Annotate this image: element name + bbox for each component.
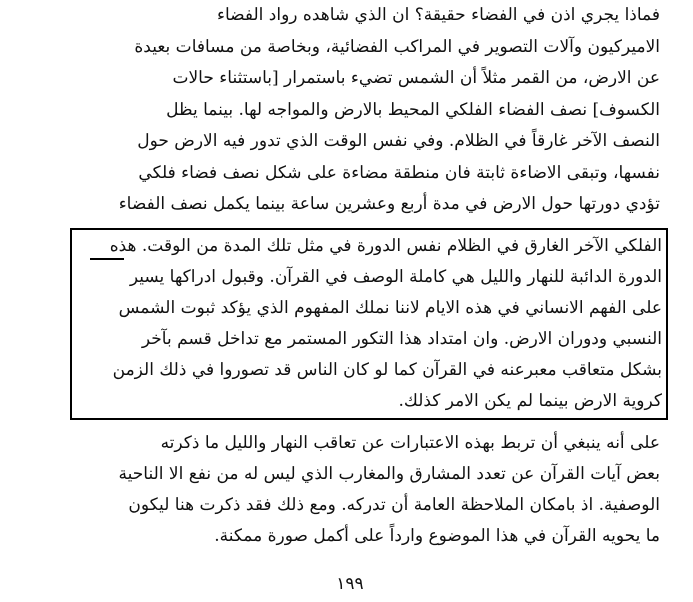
text-line: كروية الارض بينما لم يكن الامر كذلك. [398, 391, 662, 411]
top-paragraph [72, 0, 660, 221]
text-line: ما يحويه القرآن في هذا الموضوع وارداً على أكمل صورة ممكنة. [214, 526, 660, 546]
text-line: على أنه ينبغي أن تربط بهذه الاعتبارات عن تعاقب النهار والليل ما ذكرته [160, 433, 660, 453]
text-line: فماذا يجري اذن في الفضاء حقيقة؟ ان الذي شاهده رواد الفضاء [216, 5, 660, 25]
text-line: الدورة الدائبة للنهار والليل هي كاملة الوصف في القرآن. وقبول ادراكها يسير [129, 267, 662, 287]
text-line: الكسوف] نصف الفضاء الفلكي المحيط بالارض والمواجه لها. بينما يظل [166, 99, 660, 120]
text-line: بعض آيات القرآن عن تعدد المشارق والمغارب الذي ليس له من نفع الا الناحية [118, 464, 660, 484]
text-line: بشكل متعاقب معبرعنه في القرآن كما لو كان الناس قد تصوروا في ذلك الزمن [112, 360, 662, 380]
text-line: تؤدي دورتها حول الارض في مدة أربع وعشرين ساعة بينما يكمل نصف الفضاء [118, 194, 660, 214]
bottom-paragraph [66, 428, 660, 552]
boxed-paragraph [78, 231, 662, 417]
text-line: نفسها، وتبقى الاضاءة ثابتة فان منطقة مضاءة على شكل نصف فضاء فلكي [138, 162, 660, 183]
text-line: الاميركيون وآلات التصوير في المراكب الفضائية، وبخاصة من مسافات بعيدة [134, 36, 660, 57]
text-line: الوصفية. اذ بامكان الملاحظة العامة أن تدركه. ومع ذلك فقد ذكرت هنا ليكون [128, 495, 660, 515]
text-line: على الفهم الانساني في هذه الايام لاننا نملك المفهوم الذي يؤكد ثبوت الشمس [118, 298, 662, 318]
page-number: ١٩٩ [336, 574, 364, 594]
text-line: النصف الآخر غارقاً في الظلام. وفي نفس الوقت الذي تدور فيه الارض حول [137, 131, 660, 151]
text-line: النسبي ودوران الارض. وان امتداد هذا التكور المستمر مع تداخل قسم بآخر [141, 329, 662, 349]
text-line: عن الارض، من القمر مثلاً أن الشمس تضيء باستمرار [باستثناء حالات [172, 68, 660, 88]
text-line: الفلكي الآخر الغارق في الظلام نفس الدورة في مثل تلك المدة من الوقت. هذه [109, 236, 662, 256]
